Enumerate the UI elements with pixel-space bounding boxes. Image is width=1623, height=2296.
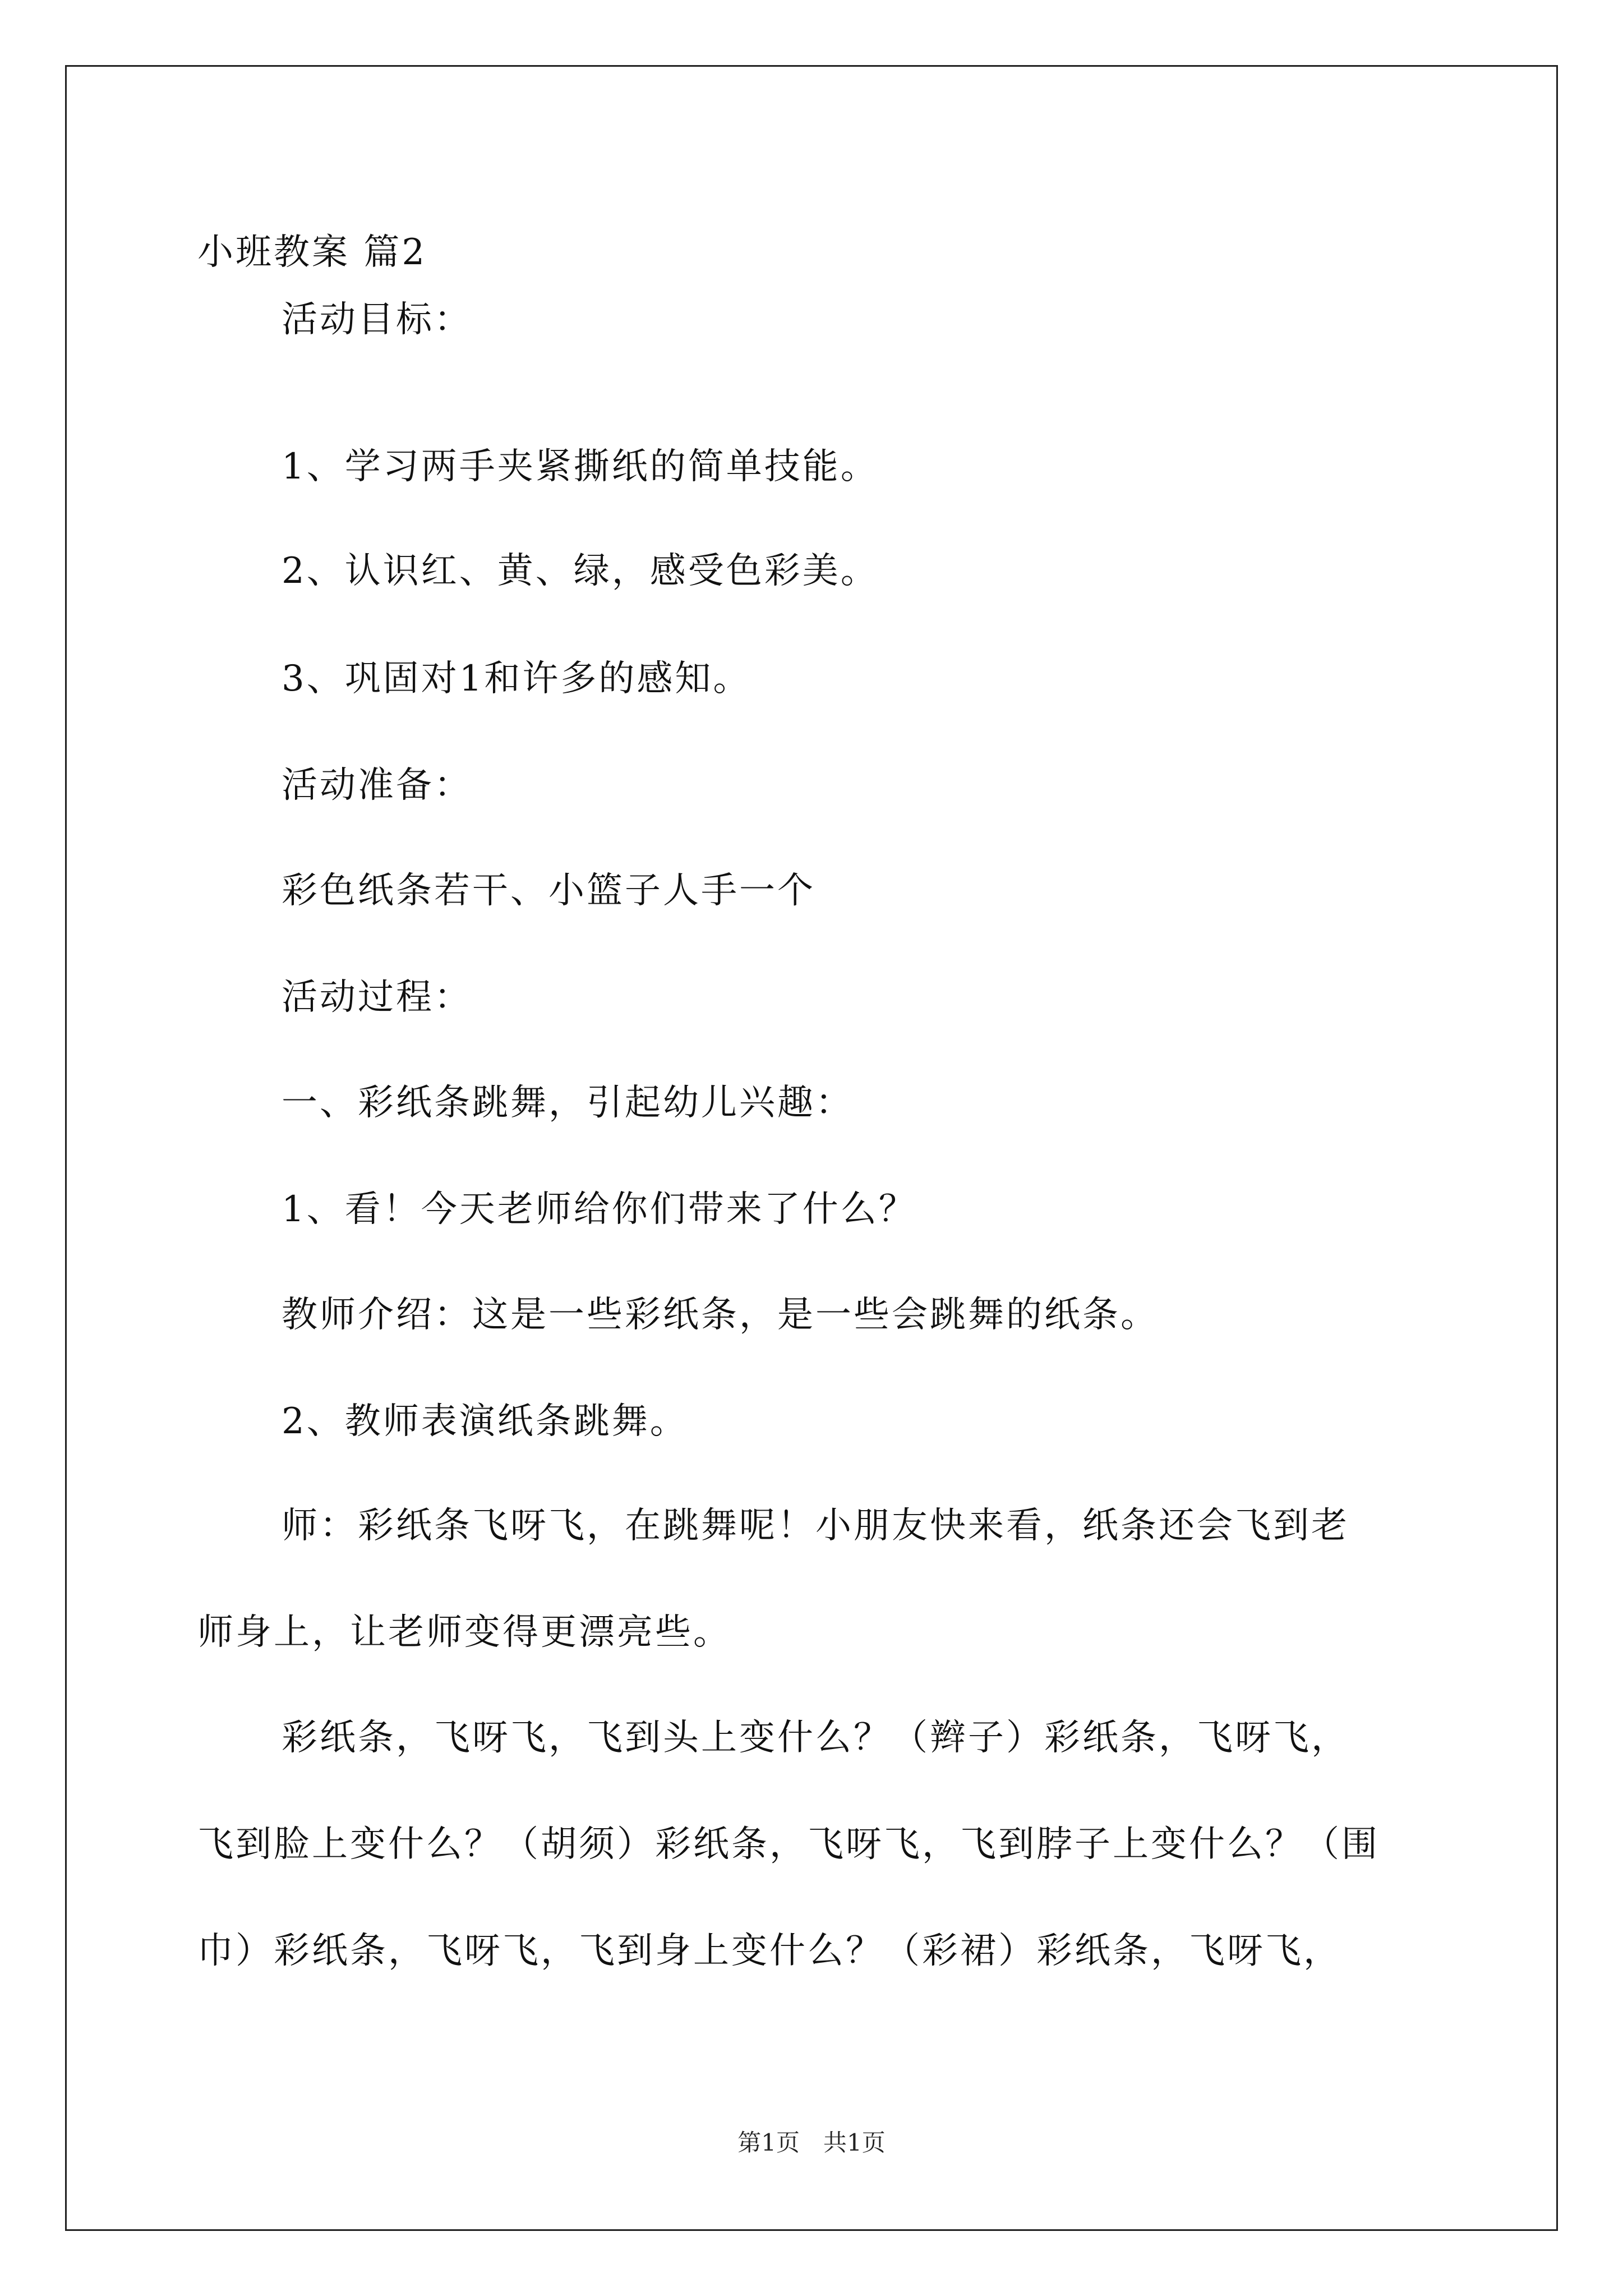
paragraph-rhyme-line-2: 飞到脸上变什么？（胡须）彩纸条，飞呀飞，飞到脖子上变什么？（围 bbox=[197, 1824, 1380, 1865]
section-title: 小班教案 篇2 bbox=[197, 232, 427, 273]
paragraph-rhyme-line-1: 彩纸条，飞呀飞，飞到头上变什么？（辫子）彩纸条，飞呀飞， bbox=[282, 1717, 1349, 1759]
paragraph-goal-3: 3、巩固对1和许多的感知。 bbox=[282, 658, 751, 700]
paragraph-goals-heading: 活动目标： bbox=[282, 299, 472, 341]
paragraph-goal-1: 1、学习两手夹紧撕纸的简单技能。 bbox=[282, 446, 879, 487]
paragraph-prep-items: 彩色纸条若干、小篮子人手一个 bbox=[282, 870, 815, 912]
paragraph-process-heading: 活动过程： bbox=[282, 977, 472, 1018]
paragraph-rhyme-line-3: 巾）彩纸条，飞呀飞，飞到身上变什么？（彩裙）彩纸条，飞呀飞， bbox=[197, 1930, 1341, 1972]
page-border bbox=[65, 65, 1558, 2231]
paragraph-prep-heading: 活动准备： bbox=[282, 765, 472, 806]
paragraph-teacher-intro: 教师介绍：这是一些彩纸条，是一些会跳舞的纸条。 bbox=[282, 1294, 1159, 1336]
page-footer: 第1页 共1页 bbox=[737, 2129, 886, 2156]
paragraph-step-1-2: 2、教师表演纸条跳舞。 bbox=[282, 1401, 688, 1442]
paragraph-teacher-line-1: 师：彩纸条飞呀飞，在跳舞呢！小朋友快来看，纸条还会飞到老 bbox=[282, 1505, 1349, 1547]
paragraph-goal-2: 2、认识红、黄、绿，感受色彩美。 bbox=[282, 550, 879, 592]
paragraph-step-1-1: 1、看！今天老师给你们带来了什么？ bbox=[282, 1189, 917, 1230]
paragraph-step-1-heading: 一、彩纸条跳舞，引起幼儿兴趣： bbox=[282, 1082, 854, 1124]
paragraph-teacher-line-2: 师身上，让老师变得更漂亮些。 bbox=[197, 1612, 731, 1653]
